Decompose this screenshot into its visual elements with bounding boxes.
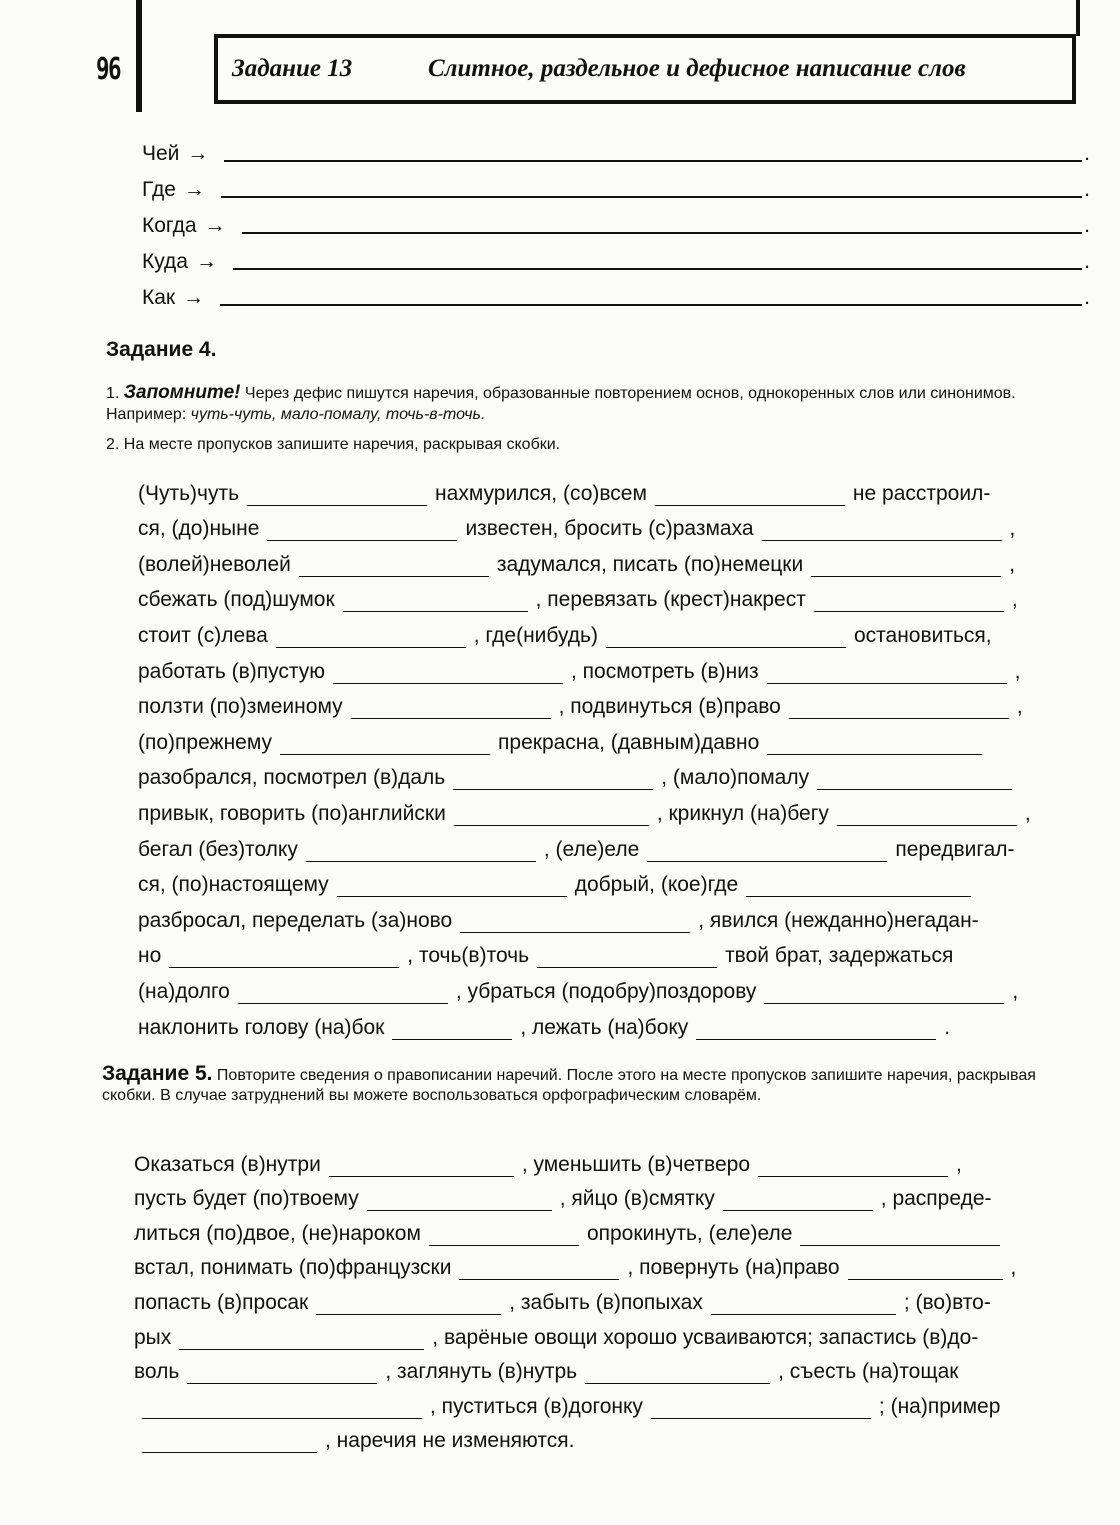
question-word: Когда: [142, 214, 197, 237]
exercise-text: литься (по)двое, (не)нароком: [134, 1221, 421, 1245]
answer-blank[interactable]: [800, 1227, 1000, 1246]
exercise-text: , варёные овощи хорошо усваиваются; запастись (в)до-: [432, 1325, 979, 1349]
exercise-text: , точь(в)точь: [407, 944, 530, 968]
exercise-text: стоит (с)лева: [138, 623, 268, 647]
exercise-text: встал, понимать (по)французски: [134, 1256, 452, 1280]
exercise-text: ся, (до)ныне: [138, 517, 260, 541]
answer-blank[interactable]: [142, 1400, 422, 1419]
exercise-text: ,: [1024, 801, 1031, 825]
exercise-text: наклонить голову (на)бок: [138, 1015, 385, 1039]
exercise-text: , убраться (подобру)поздорову: [455, 979, 757, 1003]
answer-blank[interactable]: [537, 949, 717, 968]
margin-rule: [136, 0, 142, 112]
task4-exercise: [138, 470, 1088, 1040]
question-line: [142, 202, 1090, 238]
exercise-line: [134, 1211, 1084, 1246]
answer-blank[interactable]: [764, 985, 1004, 1004]
header-title: Слитное, раздельное и дефисное написание слов: [428, 55, 966, 82]
answer-blank[interactable]: [814, 593, 1004, 612]
exercise-text: , (еле)еле: [543, 837, 640, 861]
exercise-text: нахмурился, (со)всем: [435, 481, 647, 505]
exercise-text: рых: [134, 1325, 172, 1349]
exercise-text: , яйцо (в)смятку: [559, 1187, 715, 1211]
exercise-text: добрый, (кое)где: [574, 873, 739, 897]
margin-rule-right: [1076, 0, 1080, 36]
exercise-text: , распреде-: [880, 1187, 992, 1211]
question-line: [142, 166, 1090, 202]
exercise-text: , наречия не изменяются.: [325, 1429, 575, 1453]
answer-blank[interactable]: [429, 1227, 579, 1246]
answer-blank[interactable]: [333, 665, 563, 684]
question-word: Как: [142, 286, 176, 309]
line-end: .: [1084, 286, 1090, 309]
exercise-text: ,: [1009, 517, 1016, 541]
arrow-icon: →: [183, 178, 205, 201]
exercise-text: работать (в)пустую: [138, 659, 325, 683]
exercise-text: (на)долго: [138, 979, 230, 1003]
exercise-text: но: [138, 944, 162, 968]
exercise-text: разобрался, посмотрел (в)даль: [138, 766, 446, 790]
answer-blank[interactable]: [585, 1365, 770, 1384]
exercise-text: , заглянуть (в)нутрь: [385, 1360, 578, 1384]
exercise-line: [134, 1177, 1084, 1212]
arrow-icon: →: [195, 250, 217, 273]
page-number: 96: [96, 52, 121, 87]
exercise-line: [134, 1384, 1084, 1419]
exercise-text: ,: [1012, 979, 1019, 1003]
answer-blank[interactable]: [767, 665, 1007, 684]
question-word: Куда: [142, 250, 188, 273]
answer-blank[interactable]: [762, 522, 1002, 541]
line-end: .: [1084, 142, 1090, 165]
arrow-icon: →: [204, 214, 226, 237]
answer-blank[interactable]: [316, 1296, 501, 1315]
exercise-line: [134, 1315, 1084, 1350]
task5-header: [102, 1064, 1090, 1106]
exercise-text: , повернуть (на)право: [627, 1256, 840, 1280]
question-word: Чей: [142, 142, 180, 165]
answer-blank[interactable]: [267, 522, 457, 541]
answer-blank[interactable]: [329, 1158, 514, 1177]
exercise-text: попасть (в)просак: [134, 1290, 309, 1314]
exercise-line: [134, 1246, 1084, 1281]
exercise-line: [138, 790, 1088, 826]
answer-blank[interactable]: [337, 878, 567, 897]
exercise-line: [134, 1350, 1084, 1385]
exercise-text: не расстроил-: [852, 481, 991, 505]
exercise-text: ,: [1011, 588, 1018, 612]
rule1-examples: чуть-чуть, мало-помалу, точь-в-точь.: [190, 406, 486, 423]
exercise-line: [138, 755, 1088, 791]
exercise-text: ся, (по)настоящему: [138, 873, 329, 897]
section-header: [214, 34, 1076, 104]
exercise-text: ; (на)пример: [878, 1394, 1001, 1418]
exercise-text: , съесть (на)тощак: [778, 1360, 959, 1384]
exercise-text: , подвинуться (в)право: [558, 695, 781, 719]
answer-blank[interactable]: [723, 1192, 873, 1211]
exercise-line: [134, 1142, 1084, 1177]
answer-blank[interactable]: [696, 1021, 936, 1040]
exercise-text: , уменьшить (в)четверо: [521, 1152, 751, 1176]
task4-rule1: [106, 382, 1090, 425]
answer-blank[interactable]: [367, 1192, 552, 1211]
exercise-text: разбросал, переделать (за)ново: [138, 908, 453, 932]
answer-blank[interactable]: [789, 700, 1009, 719]
answer-blank[interactable]: [837, 807, 1017, 826]
exercise-text: ; (во)вто-: [903, 1290, 991, 1314]
exercise-text: , посмотреть (в)низ: [570, 659, 759, 683]
answer-blank[interactable]: [306, 843, 536, 862]
arrow-icon: →: [183, 286, 205, 309]
exercise-line: [134, 1280, 1084, 1315]
answer-blank[interactable]: [299, 558, 489, 577]
exercise-text: ползти (по)змеиному: [138, 695, 343, 719]
answer-blank[interactable]: [606, 629, 846, 648]
answer-blank[interactable]: [647, 843, 887, 862]
task5-intro: Повторите сведения о правописании наречий. После этого на месте пропусков запишите наречия, раскрывая скобки. В случае затруднений вы можете воспользоваться орфографическим словарём.: [102, 1067, 1036, 1104]
answer-blank[interactable]: [179, 1331, 424, 1350]
exercise-text: ,: [1010, 1256, 1017, 1280]
exercise-text: , перевязать (крест)накрест: [535, 588, 806, 612]
exercise-text: (Чуть)чуть: [138, 481, 240, 505]
exercise-line: [138, 968, 1088, 1004]
exercise-line: [138, 862, 1088, 898]
answer-blank[interactable]: [811, 558, 1001, 577]
header-task-label: Задание 13: [232, 55, 353, 82]
answer-blank[interactable]: [459, 1261, 619, 1280]
exercise-text: прекрасна, (давным)давно: [498, 730, 760, 754]
question-line: [142, 238, 1090, 274]
exercise-text: бегал (без)толку: [138, 837, 298, 861]
arrow-icon: →: [187, 142, 209, 165]
answer-blank[interactable]: [746, 878, 971, 897]
answer-blank[interactable]: [280, 736, 490, 755]
answer-blank[interactable]: [392, 1021, 512, 1040]
question-line: [142, 274, 1090, 310]
exercise-text: , забыть (в)попыхах: [509, 1290, 703, 1314]
exercise-text: , крикнул (на)бегу: [656, 801, 829, 825]
question-word: Где: [142, 178, 176, 201]
answer-blank[interactable]: [460, 914, 690, 933]
exercise-line: [138, 470, 1088, 506]
line-end: .: [1084, 178, 1090, 201]
exercise-line: [138, 826, 1088, 862]
exercise-text: , явился (нежданно)негадан-: [698, 908, 979, 932]
exercise-text: ,: [1014, 659, 1021, 683]
exercise-text: твой брат, задержаться: [725, 944, 954, 968]
exercise-text: воль: [134, 1360, 180, 1384]
exercise-line: [138, 1004, 1088, 1040]
task5-heading: Задание 5.: [102, 1062, 213, 1085]
exercise-text: (волей)неволей: [138, 552, 291, 576]
exercise-text: пусть будет (по)твоему: [134, 1187, 359, 1211]
exercise-text: ,: [1016, 695, 1023, 719]
exercise-line: [138, 897, 1088, 933]
answer-line[interactable]: [233, 246, 1082, 270]
answer-blank[interactable]: [247, 487, 427, 506]
exercise-line: [138, 612, 1088, 648]
exercise-text: , где(нибудь): [473, 623, 598, 647]
answer-blank[interactable]: [758, 1158, 948, 1177]
exercise-text: ,: [1009, 552, 1016, 576]
exercise-text: , (мало)помалу: [661, 766, 810, 790]
answer-blank[interactable]: [351, 700, 551, 719]
answer-blank[interactable]: [454, 807, 649, 826]
exercise-line: [138, 577, 1088, 613]
exercise-line: [138, 648, 1088, 684]
answer-blank[interactable]: [655, 487, 845, 506]
rule1-remember: Запомните!: [123, 382, 241, 403]
exercise-text: .: [944, 1015, 951, 1039]
answer-blank[interactable]: [276, 629, 466, 648]
line-end: .: [1084, 214, 1090, 237]
exercise-text: Оказаться (в)нутри: [134, 1152, 321, 1176]
answer-blank[interactable]: [651, 1400, 871, 1419]
answer-blank[interactable]: [711, 1296, 896, 1315]
question-line: [142, 130, 1090, 166]
exercise-line: [138, 684, 1088, 720]
task5-exercise: [134, 1142, 1084, 1453]
answer-blank[interactable]: [848, 1261, 1003, 1280]
exercise-line: [138, 506, 1088, 542]
answer-line[interactable]: [242, 210, 1083, 234]
exercise-text: передвигал-: [895, 837, 1015, 861]
exercise-line: [134, 1419, 1084, 1454]
exercise-text: привык, говорить (по)английски: [138, 801, 446, 825]
answer-blank[interactable]: [238, 985, 448, 1004]
answer-blank[interactable]: [817, 771, 1012, 790]
exercise-text: (по)прежнему: [138, 730, 273, 754]
exercise-text: , пуститься (в)догонку: [430, 1394, 643, 1418]
exercise-text: задумался, писать (по)немецки: [496, 552, 804, 576]
exercise-line: [138, 541, 1088, 577]
line-end: .: [1084, 250, 1090, 273]
exercise-text: сбежать (под)шумок: [138, 588, 335, 612]
exercise-line: [138, 719, 1088, 755]
exercise-text: , лежать (на)боку: [520, 1015, 689, 1039]
exercise-line: [138, 933, 1088, 969]
answer-line[interactable]: [220, 282, 1082, 306]
exercise-text: опрокинуть, (еле)еле: [586, 1221, 793, 1245]
answer-line[interactable]: [221, 174, 1082, 198]
answer-blank[interactable]: [453, 771, 653, 790]
answer-blank[interactable]: [343, 593, 528, 612]
answer-blank[interactable]: [187, 1365, 377, 1384]
task4-rule2: 2. На месте пропусков запишите наречия, раскрывая скобки.: [106, 436, 561, 453]
answer-line[interactable]: [224, 138, 1082, 162]
question-lines: [142, 130, 1090, 310]
rule1-text: Через дефис пишутся наречия, образованные повторением основ, однокоренных слов или синонимов. Например:: [106, 385, 1016, 423]
answer-blank[interactable]: [169, 949, 399, 968]
task4-heading: Задание 4.: [106, 338, 217, 361]
exercise-text: ,: [956, 1152, 962, 1176]
answer-blank[interactable]: [142, 1434, 317, 1453]
exercise-text: известен, бросить (с)размаха: [465, 517, 754, 541]
rule1-number: 1.: [106, 385, 120, 402]
answer-blank[interactable]: [767, 736, 982, 755]
exercise-text: остановиться,: [853, 623, 992, 647]
